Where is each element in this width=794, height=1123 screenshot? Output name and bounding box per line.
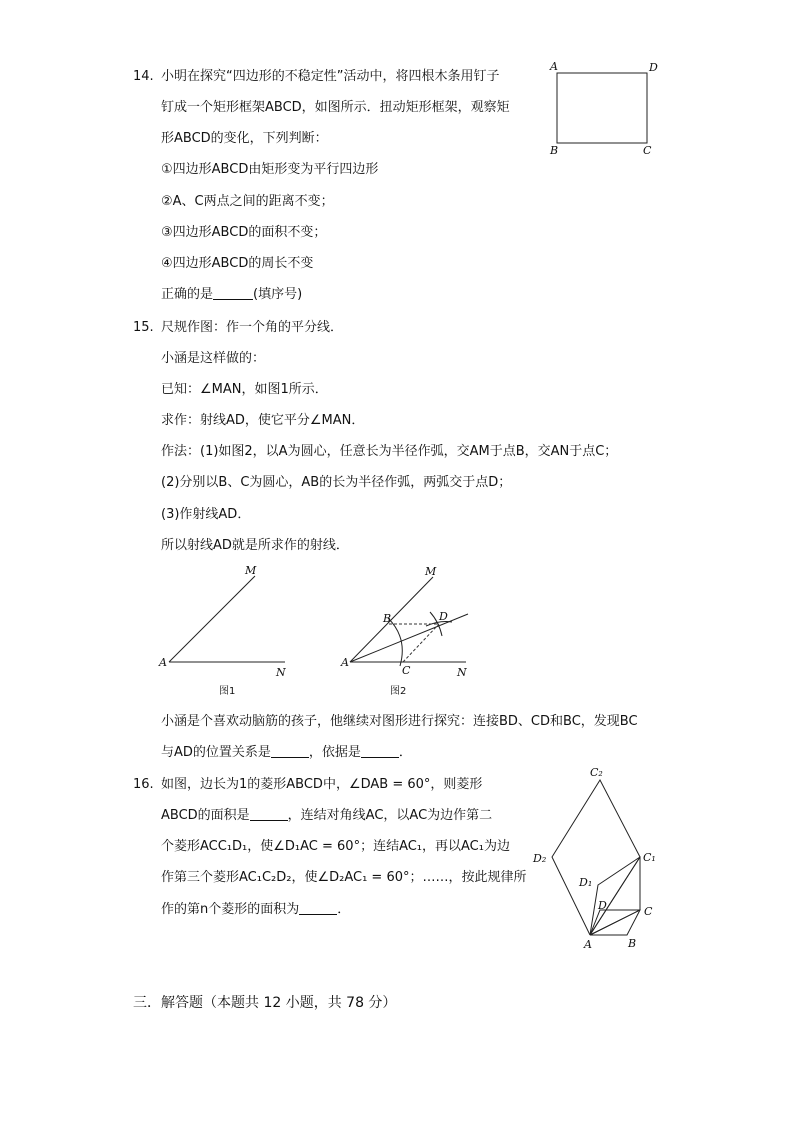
label-d1: D₁: [579, 876, 593, 889]
q15-blank-reason[interactable]: [361, 743, 399, 758]
q15-number: 15.: [133, 320, 154, 335]
label-d: D: [598, 899, 607, 912]
ray-am: [350, 577, 433, 662]
q15-line-1: 尺规作图：作一个角的平分线．: [161, 320, 344, 335]
label-m: M: [245, 564, 257, 577]
label-n: N: [276, 666, 286, 679]
q16-line-4: 作第三个菱形AC₁C₂D₂，使∠D₂AC₁ = 60°；……，按此规律所: [161, 870, 527, 885]
q14-line-3: 形ABCD的变化，下列判断：: [161, 131, 328, 146]
label-c: C: [402, 664, 411, 677]
label-d: D: [649, 61, 658, 74]
section-3-heading: 三．解答题（本题共 12 小题，共 78 分）: [133, 995, 397, 1011]
q15-line-4: 求作：射线AD，使它平分∠MAN．: [161, 413, 365, 428]
q16-rhombus-figure: [530, 762, 670, 957]
q16-line-3: 个菱形ACC₁D₁，使∠D₁AC = 60°；连结AC₁，再以AC₁为边: [161, 839, 510, 854]
q16-line-1: 如图，边长为1的菱形ABCD中，∠DAB = 60°，则菱形: [161, 777, 483, 792]
q15-after-text-b: ，依据是: [308, 745, 361, 760]
q14-rectangle-figure: [548, 60, 663, 160]
q16-line-2-text-b: ，连结对角线AC，以AC为边作第二: [287, 808, 493, 823]
label-a: A: [159, 656, 167, 669]
q15-after-line-1: 小涵是个喜欢动脑筋的孩子，他继续对图形进行探究：连接BD、CD和BC，发现BC: [161, 714, 638, 729]
q14-answer-prefix: 正确的是: [161, 287, 214, 302]
figure-1-caption: 图1: [219, 686, 236, 697]
label-d2: D₂: [533, 852, 547, 865]
q15-after-line-2: [161, 743, 412, 763]
diagonal-ac1: [590, 857, 640, 935]
q16-line-5: [161, 900, 350, 920]
ray-am: [169, 576, 255, 662]
q15-line-8: 所以射线AD就是所求作的射线．: [161, 538, 349, 553]
segment-cd: [403, 624, 439, 662]
label-a: A: [341, 656, 349, 669]
q14-line-1: 小明在探究“四边形的不稳定性”活动中，将四根木条用钉子: [161, 69, 500, 84]
q15-blank-relation[interactable]: [271, 743, 309, 758]
q15-after-text-a: 与AD的位置关系是: [161, 745, 271, 760]
q14-line-2: 钉成一个矩形框架ABCD，如图所示．扭动矩形框架，观察矩: [161, 100, 510, 115]
q16-line-5-text-a: 作的第n个菱形的面积为: [161, 902, 300, 917]
q16-blank-nth-area[interactable]: [299, 900, 337, 915]
q14-answer-line: [161, 285, 302, 305]
q16-blank-area[interactable]: [250, 806, 288, 821]
q14-option-2: ②A、C两点之间的距离不变；: [161, 194, 334, 209]
q14-number: 14.: [133, 69, 154, 84]
q16-line-2-text-a: ABCD的面积是: [161, 808, 250, 823]
q14-option-3: ③四边形ABCD的面积不变；: [161, 225, 327, 240]
q14-option-4: ④四边形ABCD的周长不变: [161, 256, 314, 271]
label-b: B: [550, 144, 559, 157]
label-d: D: [439, 610, 448, 623]
q14-option-1: ①四边形ABCD由矩形变为平行四边形: [161, 162, 379, 177]
label-c1: C₁: [643, 851, 656, 864]
q15-after-text-c: ．: [398, 745, 412, 760]
label-c: C: [643, 144, 652, 157]
label-n: N: [457, 666, 467, 679]
rectangle-abcd: [557, 73, 647, 143]
label-b: B: [628, 937, 637, 950]
q15-line-3: 已知：∠MAN，如图1所示．: [161, 382, 328, 397]
label-a: A: [584, 938, 592, 951]
q15-line-7: (3)作射线AD．: [161, 507, 251, 522]
rhombus-3: [552, 780, 640, 935]
q16-line-5-text-b: ．: [337, 902, 351, 917]
q14-answer-blank[interactable]: [213, 285, 253, 300]
figure-2-caption: 图2: [390, 686, 407, 697]
q16-number: 16.: [133, 777, 154, 792]
label-m: M: [425, 565, 437, 578]
q15-line-5: 作法：(1)如图2，以A为圆心，任意长为半径作弧，交AM于点B，交AN于点C；: [161, 444, 618, 459]
label-c2: C₂: [590, 766, 603, 779]
q15-figure-1: [155, 560, 305, 705]
q16-line-2: [161, 806, 492, 826]
q15-line-2: 小涵是这样做的：: [161, 351, 266, 366]
label-a: A: [550, 60, 558, 73]
ray-ad: [350, 614, 468, 662]
label-b: B: [383, 612, 392, 625]
q14-answer-suffix: (填序号): [253, 287, 303, 302]
q15-line-6: (2)分别以B、C为圆心，AB的长为半径作弧，两弧交于点D；: [161, 475, 512, 490]
q15-figure-2: [338, 560, 478, 705]
label-c: C: [644, 905, 653, 918]
